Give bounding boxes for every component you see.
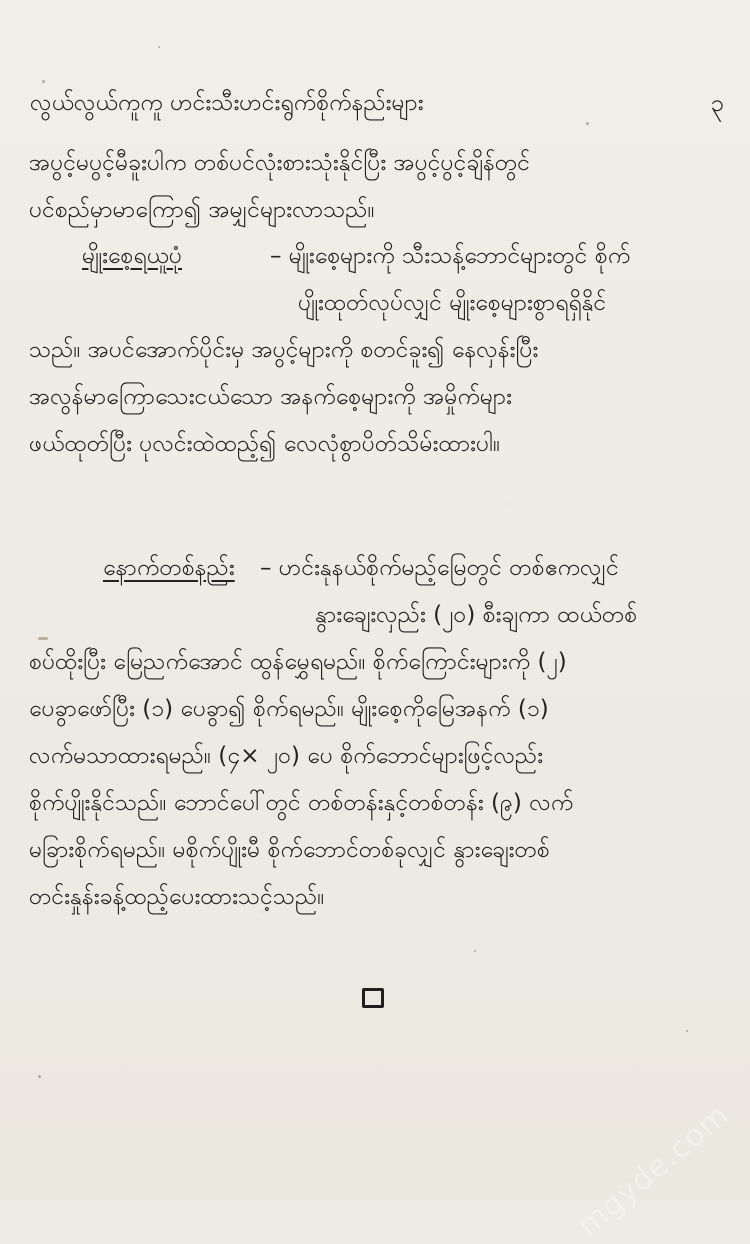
paper-speck bbox=[42, 80, 45, 83]
paper-speck bbox=[686, 1030, 688, 1032]
end-of-section-mark bbox=[362, 988, 384, 1008]
paragraph-line: စပ်ထိုးပြီး မြေညက်အောင် ထွန်မွှေရမည်။ စိုက်ကြောင်းများကို (၂) bbox=[29, 649, 567, 675]
paper-speck bbox=[586, 122, 589, 125]
paper-speck bbox=[38, 637, 48, 640]
section-heading-another-method: နောက်တစ်နည်း bbox=[103, 555, 235, 581]
paragraph-line: ပင်စည်မှာမာကြော၍ အမျှင်များလာသည်။ bbox=[29, 197, 375, 223]
paper-speck bbox=[474, 950, 476, 952]
paragraph-line: – မျိုးစေ့များကို သီးသန့်ဘောင်များတွင် စိုက် bbox=[270, 243, 631, 269]
paragraph-line: နွားချေးလှည်း (၂၀) စီးချကာ ထယ်တစ် bbox=[315, 602, 638, 628]
section-heading-seed-collection: မျိုးစေ့ရယူပုံ bbox=[82, 243, 182, 269]
page-header-title: လွယ်လွယ်ကူကူ ဟင်းသီးဟင်းရွက်စိုက်နည်းများ bbox=[30, 90, 424, 116]
paragraph-line: အပွင့်မပွင့်မီခူးပါက တစ်ပင်လုံးစားသုံးနိုင်ပြီး အပွင့်ပွင့်ချိန်တွင် bbox=[29, 150, 531, 176]
paragraph-line: ပေခွာဖော်ပြီး (၁) ပေခွာ၍ စိုက်ရမည်။ မျိုးစေ့ကိုမြေအနက် (၁) bbox=[29, 696, 549, 722]
paper-speck bbox=[158, 46, 160, 48]
paragraph-line: ပျိုးထုတ်လုပ်လျှင် မျိုးစေ့များစွာရရှိနိုင် bbox=[298, 290, 607, 316]
paper-speck bbox=[38, 1075, 41, 1078]
paragraph-line: – ဟင်းနုနယ်စိုက်မည့်မြေတွင် တစ်ဧကလျှင် bbox=[260, 555, 619, 581]
paragraph-line: စိုက်ပျိုးနိုင်သည်။ ဘောင်ပေါ်တွင် တစ်တန်းနှင့်တစ်တန်း (၉) လက် bbox=[29, 790, 574, 816]
watermark: mgyde.com bbox=[570, 1097, 736, 1244]
paragraph-line: အလွန်မာကြောသေးငယ်သော အနက်စေ့များကို အမှိုက်များ bbox=[29, 384, 512, 410]
paragraph-line: လက်မသာထားရမည်။ (၄× ၂၀) ပေ စိုက်ဘောင်များဖြင့်လည်း bbox=[29, 743, 544, 769]
page-number: ၃ bbox=[710, 89, 724, 117]
paragraph-line: တင်းနှုန်းခန့်ထည့်ပေးထားသင့်သည်။ bbox=[29, 884, 325, 910]
paragraph-line: မခြားစိုက်ရမည်။ မစိုက်ပျိုးမီ စိုက်ဘောင်တစ်ခုလျှင် နွားချေးတစ် bbox=[29, 837, 550, 863]
paragraph-line: သည်။ အပင်အောက်ပိုင်းမှ အပွင့်များကို စတင်ခူး၍ နေလှန်းပြီး bbox=[29, 337, 539, 363]
paragraph-line: ဖယ်ထုတ်ပြီး ပုလင်းထဲထည့်၍ လေလုံစွာပိတ်သိမ်းထားပါ။ bbox=[29, 431, 501, 457]
